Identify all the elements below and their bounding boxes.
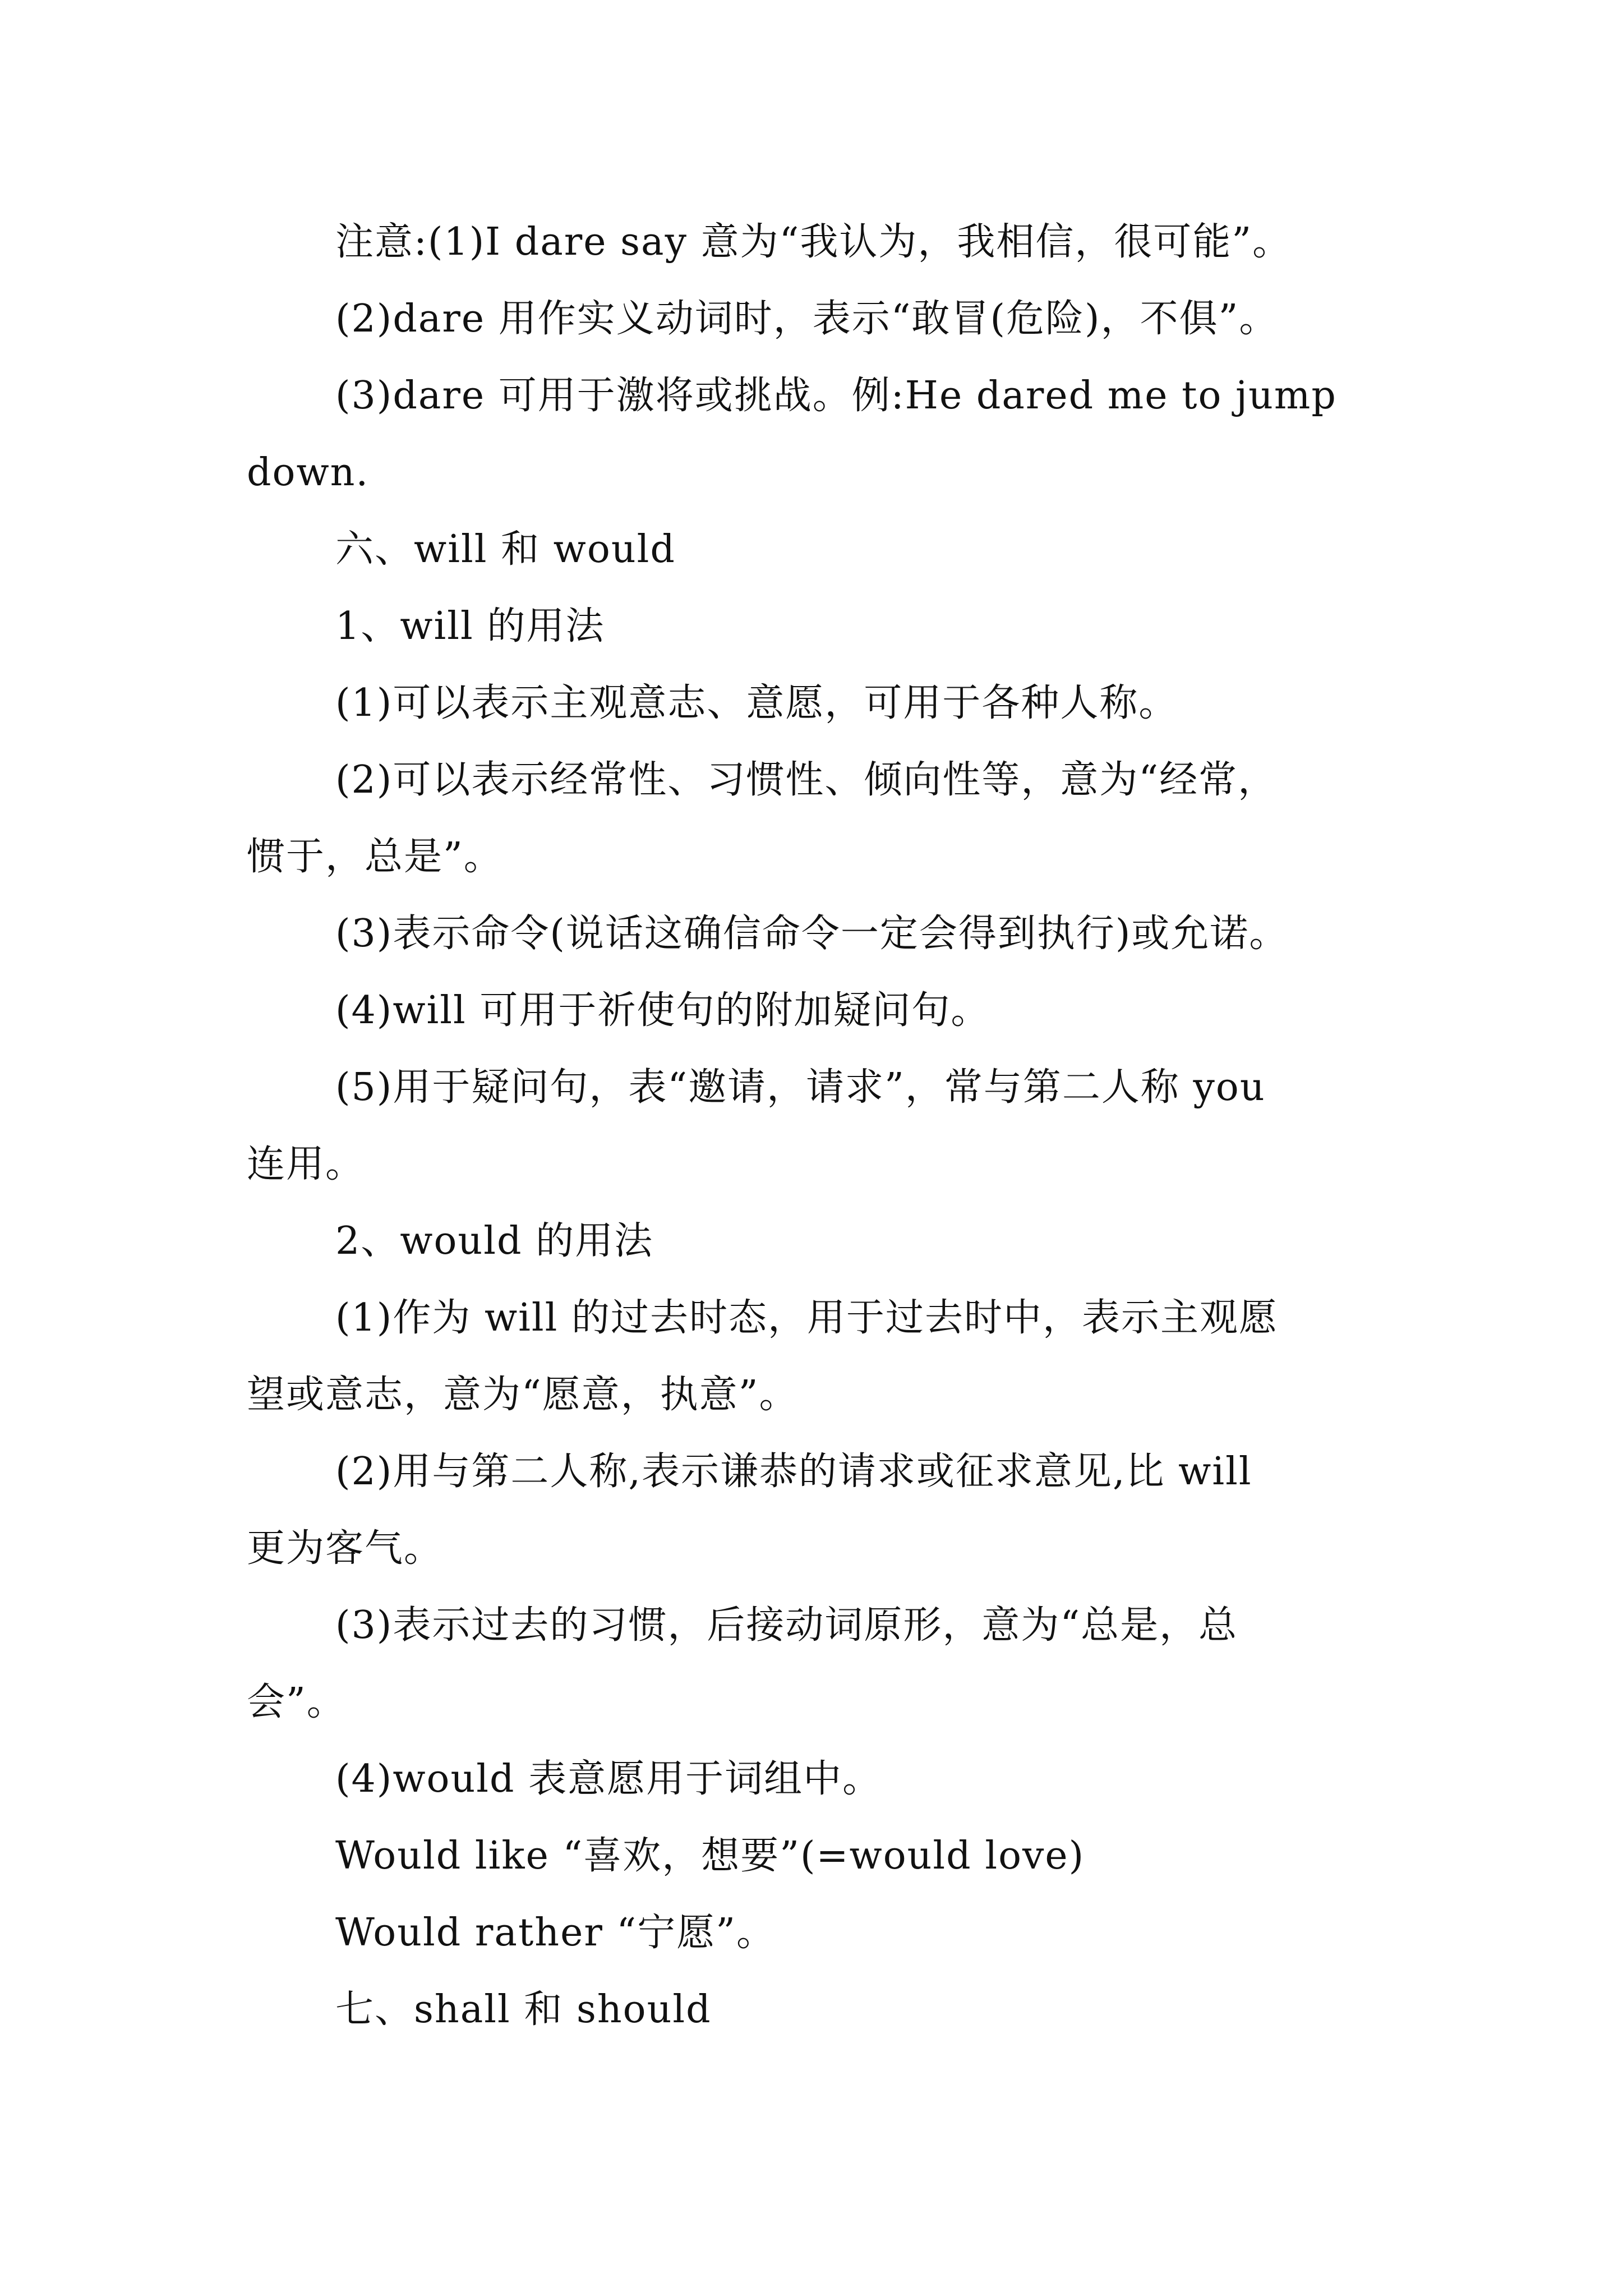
would-rather-phrase: Would rather “宁愿”。 bbox=[335, 1911, 776, 1955]
note-line-3: (3)dare 可用于激将或挑战。例:He dared me to jump bbox=[335, 374, 1337, 418]
would-usage-3-cont: 会”。 bbox=[247, 1680, 346, 1724]
will-usage-5: (5)用于疑问句，表“邀请，请求”，常与第二人称 you bbox=[335, 1065, 1266, 1110]
section-heading-six: 六、will 和 would bbox=[335, 527, 676, 572]
would-like-phrase: Would like “喜欢，想要”(=would love) bbox=[335, 1834, 1085, 1878]
would-usage-4: (4)would 表意愿用于词组中。 bbox=[335, 1757, 882, 1801]
will-usage-2: (2)可以表示经常性、习惯性、倾向性等，意为“经常， bbox=[335, 758, 1278, 802]
will-usage-4: (4)will 可用于祈使句的附加疑问句。 bbox=[335, 988, 990, 1033]
would-usage-3: (3)表示过去的习惯，后接动词原形，意为“总是，总 bbox=[335, 1603, 1238, 1648]
note-line-1: 注意:(1)I dare say 意为“我认为，我相信，很可能”。 bbox=[335, 220, 1292, 264]
would-usage-2: (2)用与第二人称,表示谦恭的请求或征求意见,比 will bbox=[335, 1450, 1252, 1494]
note-line-3-cont: down. bbox=[247, 450, 370, 495]
subheading-will: 1、will 的用法 bbox=[335, 604, 605, 648]
note-line-2: (2)dare 用作实义动词时，表示“敢冒(危险)，不俱”。 bbox=[335, 297, 1279, 341]
would-usage-1: (1)作为 will 的过去时态，用于过去时中，表示主观愿 bbox=[335, 1296, 1279, 1340]
would-usage-1-cont: 望或意志，意为“愿意，执意”。 bbox=[247, 1373, 799, 1417]
subheading-would: 2、would 的用法 bbox=[335, 1219, 654, 1263]
will-usage-1: (1)可以表示主观意志、意愿，可用于各种人称。 bbox=[335, 681, 1178, 725]
will-usage-3: (3)表示命令(说话这确信命令一定会得到执行)或允诺。 bbox=[335, 912, 1289, 956]
section-heading-seven: 七、shall 和 should bbox=[335, 1987, 712, 2032]
will-usage-5-cont: 连用。 bbox=[247, 1142, 365, 1186]
would-usage-2-cont: 更为客气。 bbox=[247, 1526, 444, 1571]
will-usage-2-cont: 惯于，总是”。 bbox=[247, 835, 503, 879]
